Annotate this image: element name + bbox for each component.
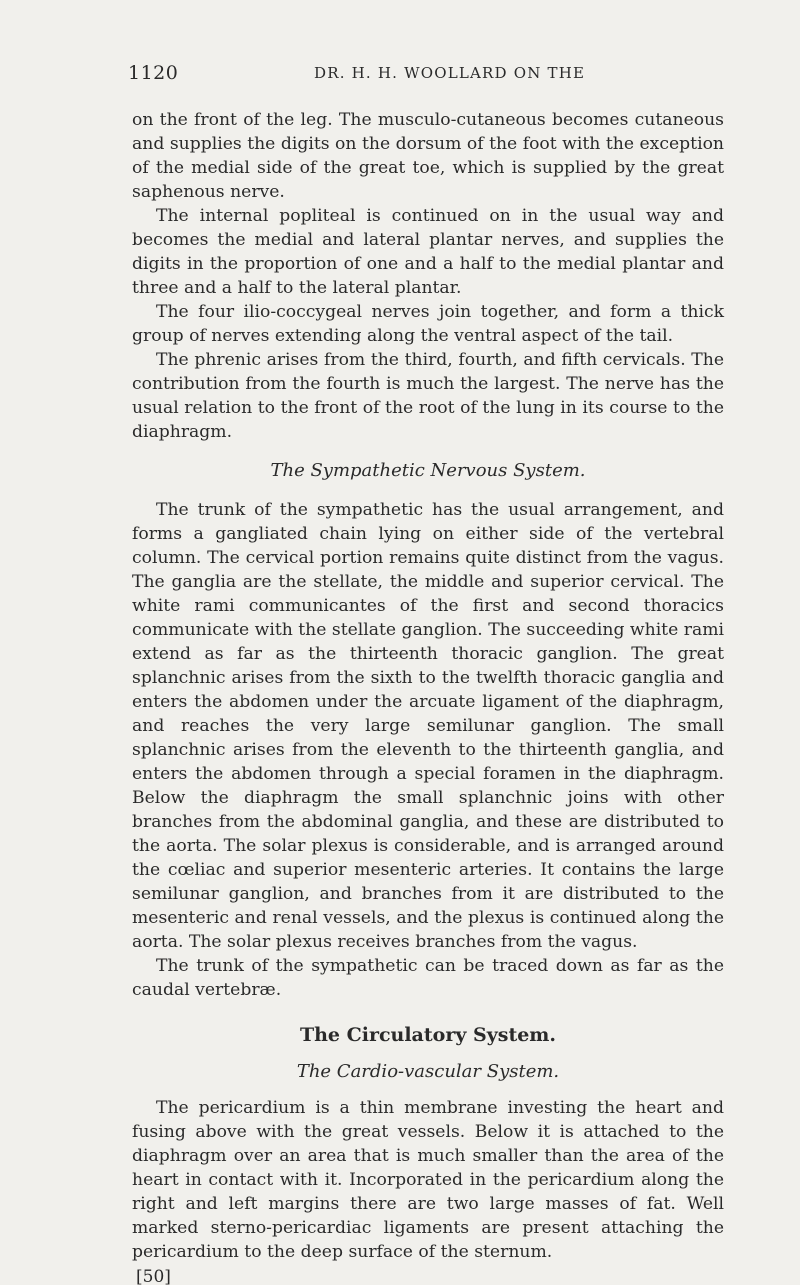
paragraph-ilio-coccygeal: The four ilio-coccygeal nerves join together, and form a thick group of nerves extending along the ventral aspect of the tail.: [132, 302, 724, 346]
subheading-cardio-vascular: The Cardio-vascular System.: [296, 1061, 560, 1082]
paragraph-phrenic: The phrenic arises from the third, fourth, and fifth cervicals. The contribution from the fourth is much the largest. The nerve has the usual relation to the front of the root of the lung in its course to the diaphragm.: [132, 350, 724, 442]
section-heading-circulatory: The Circulatory System.: [299, 1024, 557, 1046]
page-body: [132, 108, 724, 1285]
paragraph-internal-popliteal: The internal popliteal is continued on in the usual way and becomes the medial and lateral plantar nerves, and supplies the digits in the proportion of one and a half to the medial plantar and three and a half to the lateral plantar.: [132, 206, 724, 298]
page-header: [128, 62, 728, 86]
subheading-sympathetic: The Sympathetic Nervous System.: [270, 460, 586, 481]
folio-number: [50]: [136, 1267, 171, 1285]
running-head: DR. H. H. WOOLLARD ON THE: [314, 64, 586, 82]
paragraph-sympathetic-trunk: The trunk of the sympathetic has the usual arrangement, and forms a gangliated chain lying on either side of the vertebral column. The cervical portion remains quite distinct from the vagus. The ganglia are the stellate, the middle and superior cervical. The white rami communicantes of the first and second thoracics communicate with the stellate ganglion. The succeeding white rami extend as far as the thirteenth thoracic ganglion. The great splanchnic arises from the sixth to the twelfth thoracic ganglia and enters the abdomen under the arcuate ligament of the diaphragm, and reaches the very large semilunar ganglion. The small splanchnic arises from the eleventh to the thirteenth ganglia, and enters the abdomen through a special foramen in the diaphragm. Below the diaphragm the small splanchnic joins with other branches from the abdominal ganglia, and these are distributed to the aorta. The solar plexus is considerable, and is arranged around the cœliac and superior mesenteric arteries. It contains the large semilunar ganglion, and branches from it are distributed to the mesenteric and renal vessels, and the plexus is continued along the aorta. The solar plexus receives branches from the vagus.: [132, 500, 724, 952]
paragraph-sympathetic-caudal: The trunk of the sympathetic can be traced down as far as the caudal vertebræ.: [132, 956, 724, 1000]
paragraph-pericardium: The pericardium is a thin membrane investing the heart and fusing above with the great vessels. Below it is attached to the diaphragm over an area that is much smaller than the area of the heart in contact with it. Incorporated in the pericardium along the right and left margins there are two large masses of fat. Well marked sterno-pericardiac ligaments are present attaching the pericardium to the deep surface of the sternum.: [132, 1098, 724, 1262]
paragraph-musculo-cutaneous: on the front of the leg. The musculo-cutaneous becomes cutaneous and supplies the digits on the dorsum of the foot with the exception of the medial side of the great toe, which is supplied by the great saphenous nerve.: [132, 110, 724, 202]
page-number: 1120: [128, 62, 179, 84]
